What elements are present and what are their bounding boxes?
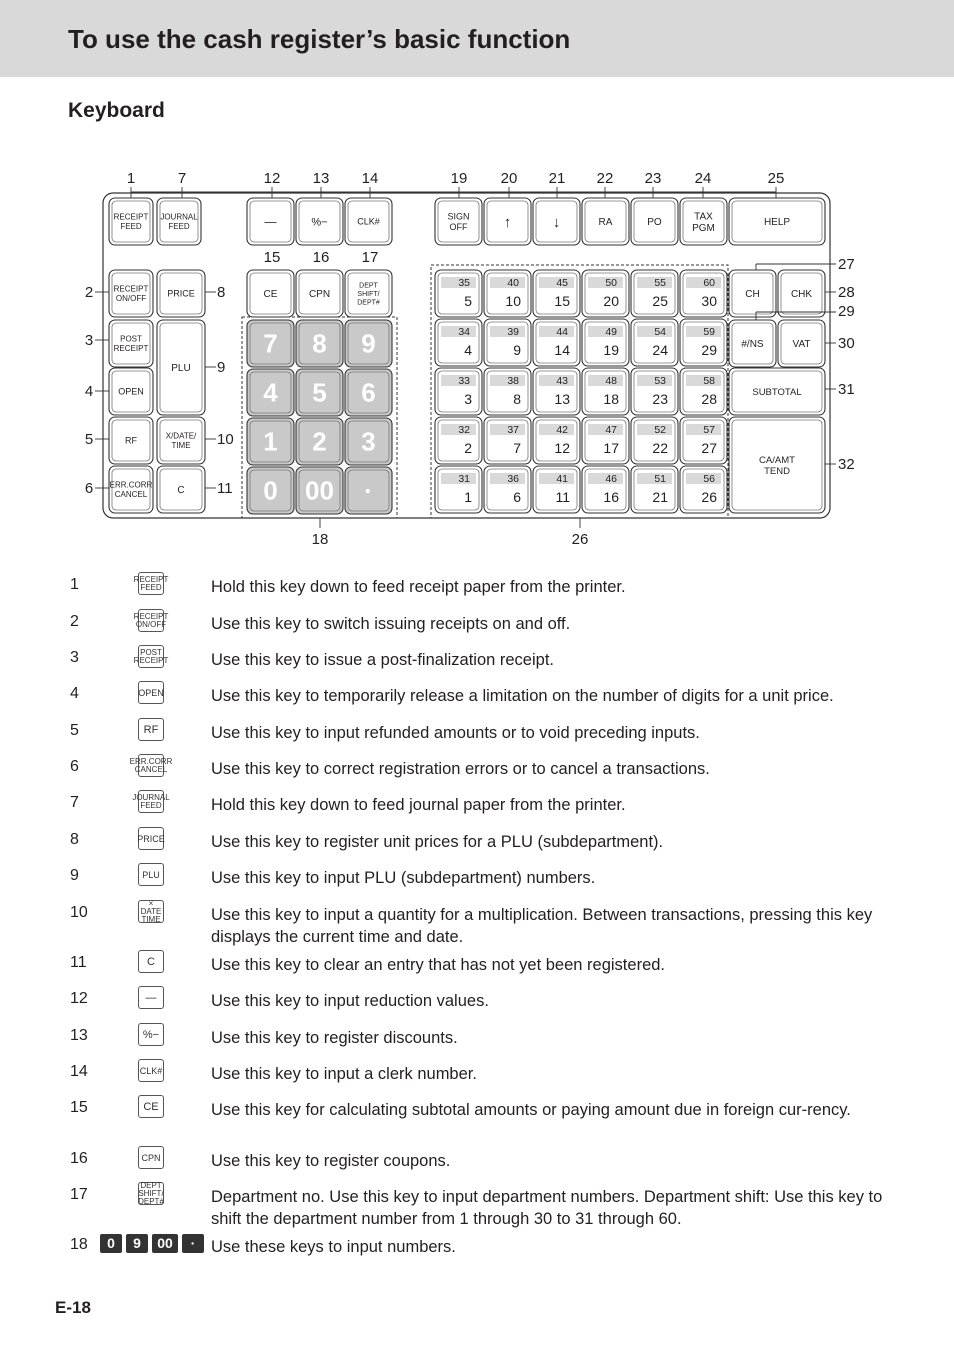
callout-1: 1 xyxy=(126,170,136,187)
item-number: 11 xyxy=(70,954,87,971)
callout-31: 31 xyxy=(838,381,855,398)
dept-number: 10 xyxy=(505,293,521,309)
key-icon: C xyxy=(138,950,164,973)
dept-number: 18 xyxy=(603,391,619,407)
dept-key-4[interactable] xyxy=(435,319,482,366)
rf-key-label: RF xyxy=(125,435,137,446)
receipt-onoff-key-label: ON/OFF xyxy=(115,294,147,304)
dept-key-27[interactable] xyxy=(680,417,727,464)
clk-key-label: CLK# xyxy=(357,216,380,227)
ch-key-label: CH xyxy=(745,289,760,300)
subtotal-key-label: SUBTOTAL xyxy=(752,386,802,398)
dept-shift-number: 56 xyxy=(703,473,715,485)
dept-number: 29 xyxy=(701,342,717,358)
ns-key[interactable] xyxy=(729,320,776,367)
numeric-key-4[interactable] xyxy=(247,369,294,416)
err-corr-cancel-key[interactable] xyxy=(109,466,153,513)
item-description: Use these keys to input numbers. xyxy=(211,1238,456,1256)
numeric-key-icon: 9 xyxy=(126,1234,148,1253)
key-icon: CE xyxy=(138,1095,164,1118)
dept-shift-number: 34 xyxy=(458,326,470,338)
callout-3: 3 xyxy=(84,332,94,349)
callout-25: 25 xyxy=(767,170,785,187)
open-key-label: OPEN xyxy=(118,386,144,397)
dept-key-2[interactable] xyxy=(435,417,482,464)
callout-24: 24 xyxy=(694,170,712,187)
ca-amt-tend-key-label: TEND xyxy=(764,465,790,477)
subtotal-key[interactable] xyxy=(729,368,825,415)
dept-key-14[interactable] xyxy=(533,319,580,366)
tax-pgm-key[interactable] xyxy=(680,198,727,245)
percent-minus-key[interactable] xyxy=(296,198,343,245)
dept-key-24[interactable] xyxy=(631,319,678,366)
item-description: Use this key to register coupons. xyxy=(211,1152,451,1170)
callout-17: 17 xyxy=(361,249,379,266)
numeric-key-icon: · xyxy=(182,1234,204,1253)
dept-shift-number: 58 xyxy=(703,375,715,387)
vat-key-label: VAT xyxy=(792,339,811,350)
dept-key-19[interactable] xyxy=(582,319,629,366)
dept-number: 8 xyxy=(513,391,521,407)
ca-amt-tend-key[interactable] xyxy=(729,417,825,513)
numeric-key-5[interactable] xyxy=(296,369,343,416)
post-receipt-key[interactable] xyxy=(109,320,153,367)
dept-key-28[interactable] xyxy=(680,368,727,415)
numeric-key-icons xyxy=(100,1234,204,1253)
item-description: Hold this key down to feed receipt paper from the printer. xyxy=(211,578,626,596)
numeric-key-4-label: 4 xyxy=(263,377,278,408)
callout-7: 7 xyxy=(177,170,187,187)
dept-shift-number: 50 xyxy=(605,277,617,289)
plu-key[interactable] xyxy=(157,320,205,415)
x-date-time-key-label: TIME xyxy=(171,441,191,451)
item-description: Use this key to input PLU (subdepartment) numbers. xyxy=(211,869,596,887)
dept-shift-number: 40 xyxy=(507,277,519,289)
key-icon: × DATE TIME xyxy=(138,900,164,923)
callout-13: 13 xyxy=(312,170,330,187)
key-icon: OPEN xyxy=(138,681,164,704)
dept-number: 20 xyxy=(603,293,619,309)
dept-number: 25 xyxy=(652,293,668,309)
dept-shift-number: 47 xyxy=(605,424,617,436)
key-icon: RECEIPT ON/OFF xyxy=(138,609,164,632)
key-icon: RECEIPT FEED xyxy=(138,572,164,595)
dept-shift-number: 60 xyxy=(703,277,715,289)
page-number: E-18 xyxy=(55,1298,91,1317)
dept-number: 17 xyxy=(603,440,619,456)
receipt-onoff-key-label: RECEIPT xyxy=(113,284,149,294)
dept-shift-number: 55 xyxy=(654,277,666,289)
receipt-onoff-key[interactable] xyxy=(109,270,153,317)
item-description: Use this key to register discounts. xyxy=(211,1029,458,1047)
item-description: Use this key for calculating subtotal amounts or paying amount due in foreign cur-rency. xyxy=(211,1101,851,1119)
help-key[interactable] xyxy=(729,198,825,245)
header-bar xyxy=(0,0,954,77)
dept-shift-number: 36 xyxy=(507,473,519,485)
err-corr-cancel-key-label: CANCEL xyxy=(114,490,148,500)
dept-number: 5 xyxy=(464,293,472,309)
item-number: 7 xyxy=(70,794,79,811)
percent-minus-key-label: %− xyxy=(311,216,328,229)
dept-shift-number: 35 xyxy=(458,277,470,289)
item-number: 5 xyxy=(70,722,79,739)
ch-key[interactable] xyxy=(729,270,776,317)
dept-shift-key[interactable] xyxy=(345,270,392,317)
dept-key-21[interactable] xyxy=(631,466,678,513)
dept-shift-number: 31 xyxy=(458,473,470,485)
tax-pgm-key-label: TAX xyxy=(694,211,713,223)
dept-shift-number: 48 xyxy=(605,375,617,387)
dept-shift-key-label: DEPT# xyxy=(357,299,380,307)
rf-key[interactable] xyxy=(109,417,153,464)
item-description: Use this key to clear an entry that has not yet been registered. xyxy=(211,956,665,974)
up-arrow-key[interactable] xyxy=(484,198,531,245)
dept-number: 28 xyxy=(701,391,717,407)
ra-key-label: RA xyxy=(598,217,613,228)
numeric-key-9[interactable] xyxy=(345,320,392,367)
dept-shift-number: 39 xyxy=(507,326,519,338)
item-description: Hold this key down to feed journal paper from the printer. xyxy=(211,796,626,814)
key-icon: ERR.CORR CANCEL xyxy=(138,754,164,777)
callout-6: 6 xyxy=(84,480,94,497)
callout-10: 10 xyxy=(217,431,234,448)
dept-key-3[interactable] xyxy=(435,368,482,415)
minus-key[interactable] xyxy=(247,198,294,245)
callout-11: 11 xyxy=(217,480,233,497)
journal-feed-key-label: JOURNAL xyxy=(160,212,198,222)
numeric-key-6[interactable] xyxy=(345,369,392,416)
item-description: Use this key to register unit prices for a PLU (subdepartment). xyxy=(211,833,664,851)
dept-key-7[interactable] xyxy=(484,417,531,464)
item-number: 15 xyxy=(70,1099,88,1116)
dept-shift-number: 59 xyxy=(703,326,715,338)
numeric-key-00-label: 00 xyxy=(305,475,334,506)
dept-key-11[interactable] xyxy=(533,466,580,513)
page-title: To use the cash register’s basic function xyxy=(68,24,571,54)
po-key[interactable] xyxy=(631,198,678,245)
section-title: Keyboard xyxy=(68,99,165,122)
minus-key-label: — xyxy=(264,214,277,229)
dept-key-10[interactable] xyxy=(484,270,531,317)
x-date-time-key-label: X/DATE/ xyxy=(165,431,197,441)
numeric-key-0[interactable] xyxy=(247,467,294,514)
callout-32: 32 xyxy=(838,456,855,473)
open-key[interactable] xyxy=(109,368,153,415)
dept-number: 7 xyxy=(513,440,521,456)
numeric-key-5-label: 5 xyxy=(312,377,327,408)
post-receipt-key-label: RECEIPT xyxy=(113,344,149,354)
dept-key-12[interactable] xyxy=(533,417,580,464)
numeric-key-2[interactable] xyxy=(296,418,343,465)
callout-14: 14 xyxy=(361,170,379,187)
clk-key[interactable] xyxy=(345,198,392,245)
key-icon: — xyxy=(138,986,164,1009)
numeric-key-7[interactable] xyxy=(247,320,294,367)
chk-key-label: CHK xyxy=(790,289,813,300)
callout-20: 20 xyxy=(500,170,518,187)
dept-key-18[interactable] xyxy=(582,368,629,415)
dept-key-6[interactable] xyxy=(484,466,531,513)
dept-key-26[interactable] xyxy=(680,466,727,513)
sign-off-key-label: SIGN xyxy=(447,211,470,222)
dept-number: 16 xyxy=(603,489,619,505)
numeric-key-icon: 00 xyxy=(152,1234,178,1253)
dept-shift-number: 45 xyxy=(556,277,568,289)
item-description: Use this key to correct registration errors or to cancel a transactions. xyxy=(211,760,710,778)
c-key[interactable] xyxy=(157,466,205,513)
item-description: Use this key to input reduction values. xyxy=(211,992,489,1010)
numeric-key-8-label: 8 xyxy=(312,328,327,359)
dept-key-13[interactable] xyxy=(533,368,580,415)
dept-shift-number: 32 xyxy=(458,424,470,436)
item-description: Use this key to temporarily release a limitation on the number of digits for a unit price. xyxy=(211,687,834,705)
dept-shift-number: 37 xyxy=(507,424,519,436)
dept-number: 24 xyxy=(652,342,668,358)
dept-number: 21 xyxy=(652,489,668,505)
dept-number: 6 xyxy=(513,489,521,505)
dept-shift-number: 43 xyxy=(556,375,568,387)
callout-27: 27 xyxy=(838,256,855,273)
numeric-key-icon: 0 xyxy=(100,1234,122,1253)
chk-key[interactable] xyxy=(778,270,825,317)
item-number: 18 xyxy=(70,1236,88,1253)
item-description: Use this key to input a quantity for a multiplication. Between transactions, pressing this key displays the current time and date. xyxy=(211,906,873,946)
dept-key-9[interactable] xyxy=(484,319,531,366)
dept-key-22[interactable] xyxy=(631,417,678,464)
dept-number: 12 xyxy=(554,440,570,456)
po-key-label: PO xyxy=(647,217,662,228)
numeric-key-2-label: 2 xyxy=(312,426,327,457)
dept-number: 1 xyxy=(464,489,472,505)
price-key[interactable] xyxy=(157,270,205,317)
item-number: 1 xyxy=(70,576,79,593)
callout-26: 26 xyxy=(571,531,589,548)
key-icon: DEPT SHIFT/ DEPT# xyxy=(138,1180,164,1206)
item-number: 4 xyxy=(70,685,79,702)
up-arrow-key-label: ↑ xyxy=(503,213,512,231)
dept-shift-number: 57 xyxy=(703,424,715,436)
dept-shift-number: 46 xyxy=(605,473,617,485)
sign-off-key-label: OFF xyxy=(449,221,468,232)
dept-shift-number: 52 xyxy=(654,424,666,436)
cpn-key[interactable] xyxy=(296,270,343,317)
dept-shift-key-label: SHIFT/ xyxy=(357,290,380,298)
item-number: 16 xyxy=(70,1150,88,1167)
item-number: 17 xyxy=(70,1186,88,1203)
ca-amt-tend-key-label: CA/AMT xyxy=(759,454,795,466)
err-corr-cancel-key-label: ERR.CORR xyxy=(109,480,153,490)
dept-number: 27 xyxy=(701,440,717,456)
dept-number: 13 xyxy=(554,391,570,407)
item-description: Use this key to issue a post-finalization receipt. xyxy=(211,651,554,669)
numeric-key-6-label: 6 xyxy=(361,377,376,408)
callout-18: 18 xyxy=(311,531,329,548)
dept-key-5[interactable] xyxy=(435,270,482,317)
dept-key-15[interactable] xyxy=(533,270,580,317)
down-arrow-key[interactable] xyxy=(533,198,580,245)
dept-number: 9 xyxy=(513,342,521,358)
dept-number: 14 xyxy=(554,342,570,358)
dept-key-1[interactable] xyxy=(435,466,482,513)
item-description: Use this key to switch issuing receipts on and off. xyxy=(211,615,571,633)
callout-19: 19 xyxy=(450,170,468,187)
dept-number: 3 xyxy=(464,391,472,407)
dept-number: 30 xyxy=(701,293,717,309)
receipt-feed-key-label: FEED xyxy=(120,222,142,232)
dept-key-23[interactable] xyxy=(631,368,678,415)
dept-shift-number: 42 xyxy=(556,424,568,436)
receipt-feed-key[interactable] xyxy=(109,198,153,245)
key-icon: CPN xyxy=(138,1146,164,1169)
key-icon: JOURNAL FEED xyxy=(138,790,164,813)
dept-shift-number: 54 xyxy=(654,326,666,338)
ra-key[interactable] xyxy=(582,198,629,245)
dept-number: 2 xyxy=(464,440,472,456)
dept-number: 22 xyxy=(652,440,668,456)
dept-number: 23 xyxy=(652,391,668,407)
numeric-key-point[interactable] xyxy=(345,467,392,514)
item-number: 9 xyxy=(70,867,79,884)
key-icon: CLK# xyxy=(138,1059,164,1082)
dept-shift-number: 53 xyxy=(654,375,666,387)
callout-8: 8 xyxy=(217,284,226,301)
dept-key-25[interactable] xyxy=(631,270,678,317)
callout-23: 23 xyxy=(644,170,662,187)
down-arrow-key-label: ↓ xyxy=(552,213,561,231)
key-icon: PRICE xyxy=(138,827,164,850)
dept-number: 19 xyxy=(603,342,619,358)
receipt-feed-key-label: RECEIPT xyxy=(113,212,149,222)
callout-29: 29 xyxy=(838,303,855,320)
dept-number: 15 xyxy=(554,293,570,309)
c-key-label: C xyxy=(177,485,185,496)
numeric-key-0-label: 0 xyxy=(263,475,278,506)
ce-key[interactable] xyxy=(247,270,294,317)
dept-shift-number: 44 xyxy=(556,326,568,338)
dept-key-8[interactable] xyxy=(484,368,531,415)
item-description: Use this key to input a clerk number. xyxy=(211,1065,477,1083)
dept-shift-number: 33 xyxy=(458,375,470,387)
item-number: 6 xyxy=(70,758,79,775)
ns-key-label: #/NS xyxy=(741,339,764,350)
callout-4: 4 xyxy=(84,383,94,400)
numeric-key-8[interactable] xyxy=(296,320,343,367)
callout-5: 5 xyxy=(84,431,94,448)
callout-12: 12 xyxy=(263,170,281,187)
dept-shift-number: 41 xyxy=(556,473,568,485)
post-receipt-key-label: POST xyxy=(120,334,142,344)
callout-15: 15 xyxy=(263,249,281,266)
cpn-key-label: CPN xyxy=(308,289,331,300)
ce-key-label: CE xyxy=(263,289,278,300)
item-number: 13 xyxy=(70,1027,88,1044)
numeric-key-point-label: · xyxy=(364,475,373,506)
dept-shift-key-label: DEPT xyxy=(359,282,378,290)
callout-28: 28 xyxy=(838,284,855,301)
numeric-key-1-label: 1 xyxy=(263,426,278,457)
item-number: 12 xyxy=(70,990,88,1007)
dept-number: 11 xyxy=(555,489,570,505)
price-key-label: PRICE xyxy=(167,288,195,299)
tax-pgm-key-label: PGM xyxy=(692,222,715,234)
item-number: 10 xyxy=(70,904,88,921)
dept-shift-number: 49 xyxy=(605,326,617,338)
key-icon: %− xyxy=(138,1023,164,1046)
dept-shift-number: 38 xyxy=(507,375,519,387)
keyboard-diagram xyxy=(0,140,954,560)
item-number: 3 xyxy=(70,649,79,666)
numeric-key-00[interactable] xyxy=(296,467,343,514)
callout-21: 21 xyxy=(548,170,566,187)
numeric-key-3-label: 3 xyxy=(361,426,376,457)
callout-30: 30 xyxy=(838,335,855,352)
item-number: 8 xyxy=(70,831,79,848)
journal-feed-key-label: FEED xyxy=(168,222,190,232)
dept-key-29[interactable] xyxy=(680,319,727,366)
dept-key-30[interactable] xyxy=(680,270,727,317)
item-number: 2 xyxy=(70,613,79,630)
numeric-key-9-label: 9 xyxy=(361,328,376,359)
dept-key-17[interactable] xyxy=(582,417,629,464)
numeric-key-7-label: 7 xyxy=(263,328,278,359)
x-date-time-key[interactable] xyxy=(157,417,205,464)
plu-key-label: PLU xyxy=(171,363,191,374)
dept-key-16[interactable] xyxy=(582,466,629,513)
vat-key[interactable] xyxy=(778,320,825,367)
item-description: Department no. Use this key to input department numbers. Department shift: Use this key to shift the department number from 1 through 30 to 31 through 60. xyxy=(211,1188,883,1228)
callout-9: 9 xyxy=(217,359,226,376)
key-icon: PLU xyxy=(138,863,164,886)
key-icon: POST RECEIPT xyxy=(138,645,164,668)
callout-22: 22 xyxy=(596,170,614,187)
item-description: Use this key to input refunded amounts or to void preceding inputs. xyxy=(211,724,700,742)
sign-off-key[interactable] xyxy=(435,198,482,245)
journal-feed-key[interactable] xyxy=(157,198,201,245)
help-key-label: HELP xyxy=(763,217,791,228)
dept-number: 26 xyxy=(701,489,717,505)
dept-number: 4 xyxy=(464,342,472,358)
dept-shift-number: 51 xyxy=(654,473,666,485)
callout-16: 16 xyxy=(312,249,330,266)
numeric-key-3[interactable] xyxy=(345,418,392,465)
dept-key-20[interactable] xyxy=(582,270,629,317)
numeric-key-1[interactable] xyxy=(247,418,294,465)
callout-2: 2 xyxy=(84,284,94,301)
key-icon: RF xyxy=(138,718,164,741)
item-number: 14 xyxy=(70,1063,88,1080)
